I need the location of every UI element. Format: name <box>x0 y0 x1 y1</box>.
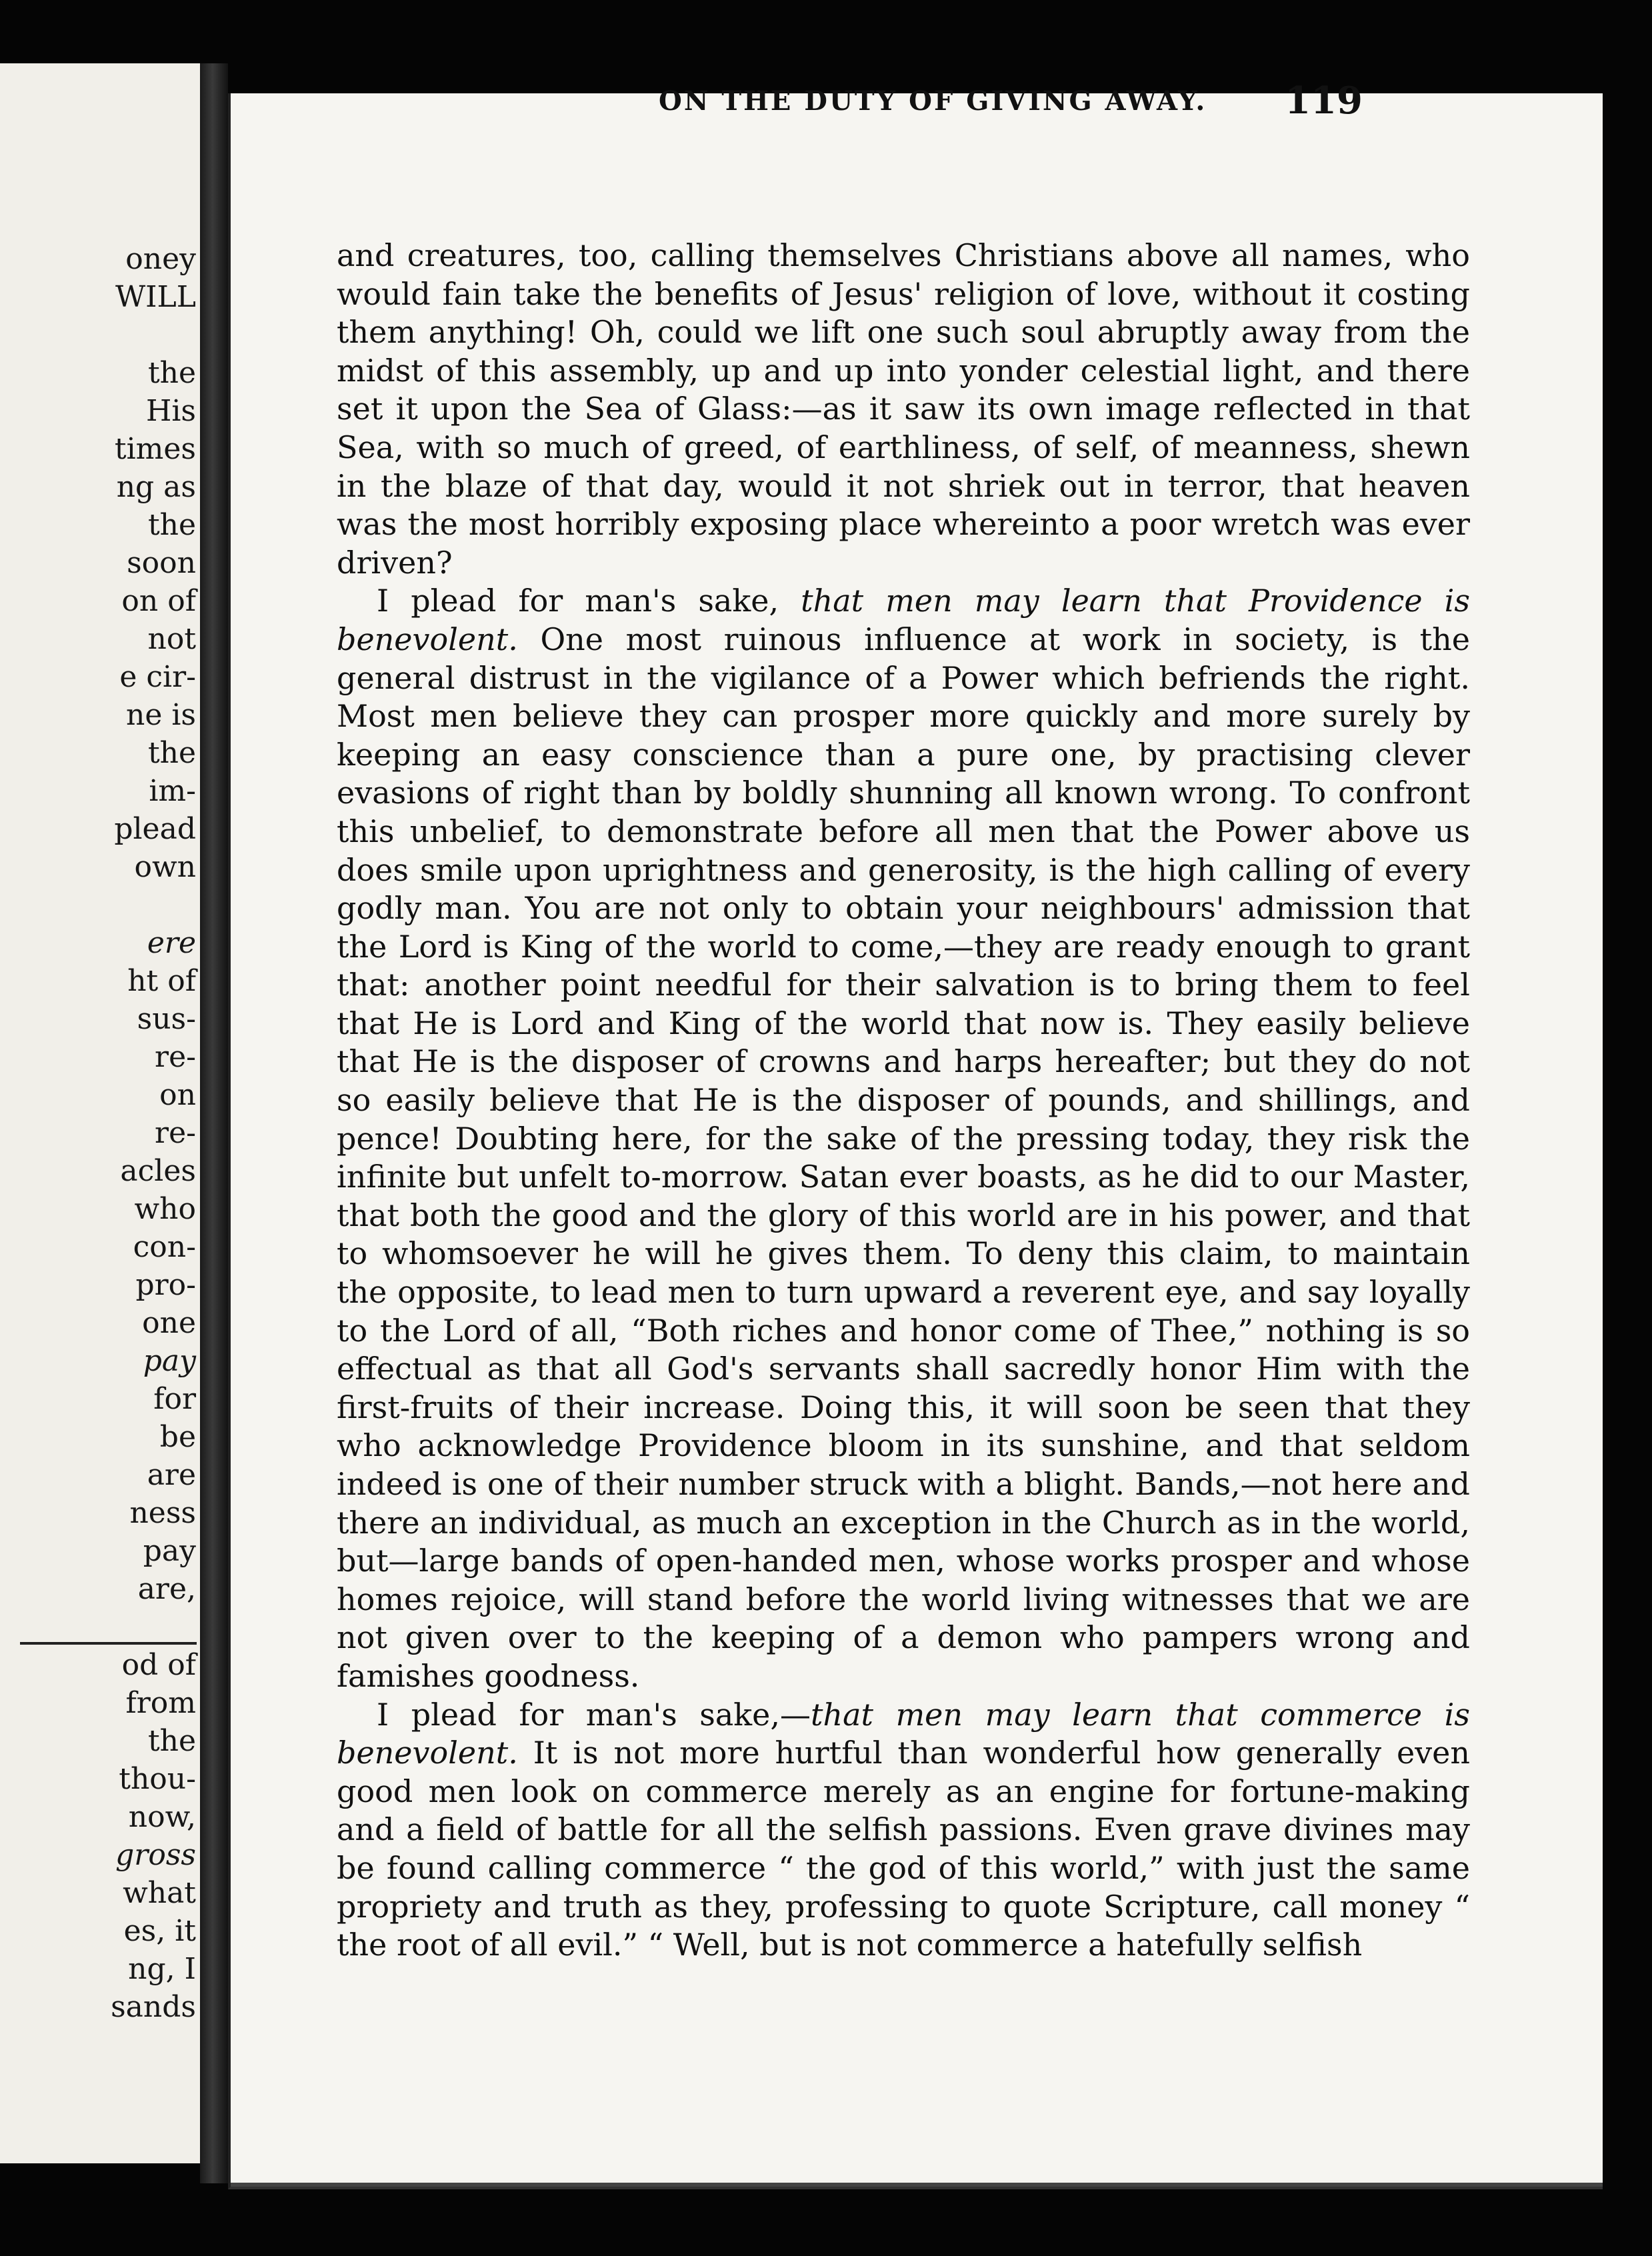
facing-page-line: the <box>147 1724 196 1758</box>
paragraph <box>337 237 1470 582</box>
facing-page-line: ere <box>147 926 196 960</box>
facing-page-line: not <box>147 622 196 656</box>
facing-page-line: for <box>153 1382 196 1416</box>
facing-page-line: con- <box>133 1230 196 1264</box>
facing-page-line: re- <box>155 1116 196 1150</box>
facing-page-line: e cir- <box>119 660 196 694</box>
paragraph <box>337 582 1470 1695</box>
facing-page-line: es, it <box>123 1914 196 1948</box>
paragraph <box>337 1696 1470 1965</box>
body-text <box>337 237 1470 1965</box>
facing-page-line: soon <box>127 546 196 580</box>
facing-page-line: who <box>134 1192 196 1226</box>
page-bottom-edge <box>231 2183 1603 2187</box>
text-run: I plead for man's sake, <box>377 583 801 619</box>
facing-page-fragment <box>0 63 200 2163</box>
running-title: ON THE DUTY OF GIVING AWAY. <box>659 85 1207 117</box>
facing-page-line: on <box>159 1078 196 1112</box>
facing-page-line: gross <box>115 1838 196 1872</box>
facing-page-line: ng as <box>116 470 196 504</box>
facing-page-line: pay <box>143 1344 196 1378</box>
facing-page-line: times <box>114 432 196 466</box>
facing-page-line: are <box>147 1458 196 1492</box>
facing-page-line: now, <box>128 1800 196 1834</box>
page-number: 119 <box>1285 79 1363 123</box>
facing-page-line: ness <box>129 1496 196 1530</box>
italic-phrase: that men may learn that commerce is benevolent. <box>337 1696 1471 1771</box>
book-gutter <box>200 63 228 2183</box>
running-head <box>432 79 1365 123</box>
facing-page-line: ng, I <box>128 1952 196 1986</box>
facing-page-line: sus- <box>137 1002 196 1036</box>
facing-page-line: on of <box>121 584 196 618</box>
facing-page-line: re- <box>155 1040 196 1074</box>
facing-page-line: ne is <box>125 698 196 732</box>
facing-page-line: the <box>147 356 196 390</box>
facing-page-line: ht of <box>127 964 196 998</box>
facing-page-line: His <box>145 394 196 428</box>
facing-page-line: acles <box>120 1154 196 1188</box>
facing-page-line: thou- <box>119 1762 196 1796</box>
facing-page-line: are, <box>137 1572 196 1606</box>
text-run: One most ruinous influence at work in society, is the general distrust in the vigilance of a Power which befriends the right. Most men believe they can prosper more quickly and more surely by keeping an easy conscience than a pure one, by practising clever evasions of right than by boldly shunning all known wrong. To confront this unbelief, to demonstrate before all men that the Power above us does smile upon uprightness and generosity, is the high calling of every godly man. You are not only to obtain your neighbours' admission that the Lord is King of the world to come,—they are ready enough to grant that: another point needful for their salvation is to bring them to feel that He is Lord and King of the world that now is. They easily believe that He is the disposer of crowns and harps hereafter; but they do not so easily believe that He is the disposer of pounds, and shillings, and pence! Doubting here, for the sake of the pressing today, they risk the infinite but unfelt to-morrow. Satan ever boasts, as he did to our Master, that both the good and the glory of this world are in his power, and that to whomsoever he will he gives them. To deny this claim, to maintain the opposite, to lead men to turn upward a reverent eye, and say loyally to the Lord of all, “Both riches and honor come of Thee,” nothing is so effectual as that all God's servants shall sacredly honor Him with the first-fruits of their increase. Doing this, it will soon be seen that they who acknowledge Providence bloom in its sunshine, and that seldom indeed is one of their number struck with a blight. Bands,—not here and there an individual, as much an exception in the Church as in the world, but—large bands of open-handed men, whose works prosper and whose homes rejoice, will stand before the world living witnesses that we are not given over to the keeping of a demon who pampers wrong and famishes goodness. <box>337 621 1470 1694</box>
facing-page-line: pay <box>143 1534 196 1568</box>
facing-page-line: the <box>147 736 196 770</box>
facing-page-line: WILL <box>115 280 196 314</box>
text-run: I plead for man's sake,— <box>377 1696 811 1733</box>
text-run: and creatures, too, calling themselves Christians above all names, who would fain take the benefits of Jesus' religion of love, without it costing them anything! Oh, could we lift one such soul abruptly away from the midst of this assembly, up and up into yonder celestial light, and there set it upon the Sea of Glass:—as it saw its own image reflected in that Sea, with so much of greed, of earthliness, of self, of meanness, shewn in the blaze of that day, would it not shriek out in terror, that heaven was the most horribly exposing place whereinto a poor wretch was ever driven? <box>337 237 1470 581</box>
facing-page-line: oney <box>125 242 196 276</box>
facing-page-line: pro- <box>135 1268 196 1302</box>
facing-page-line: one <box>142 1306 196 1340</box>
facing-page-line: what <box>123 1876 196 1910</box>
facing-page-line: plead <box>114 812 196 846</box>
facing-page-line: od of <box>121 1648 196 1682</box>
facing-page-line: own <box>134 850 196 884</box>
footnote-rule <box>20 1642 197 1645</box>
facing-page-line: im- <box>149 774 196 808</box>
facing-page-line: sands <box>111 1990 196 2024</box>
text-run: It is not more hurtful than wonderful how generally even good men look on commerce merely as an engine for fortune-making and a field of battle for all the selfish passions. Even grave divines may be found calling commerce “ the god of this world,” with just the same propriety and truth as they, professing to quote Scripture, call money “ the root of all evil.” “ Well, but is not commerce a hatefully selfish <box>337 1735 1470 1963</box>
italic-phrase: that men may learn that Providence is benevolent. <box>337 583 1470 657</box>
facing-page-line: be <box>159 1420 196 1454</box>
facing-page-line: the <box>147 508 196 542</box>
facing-page-line: from <box>125 1686 196 1720</box>
